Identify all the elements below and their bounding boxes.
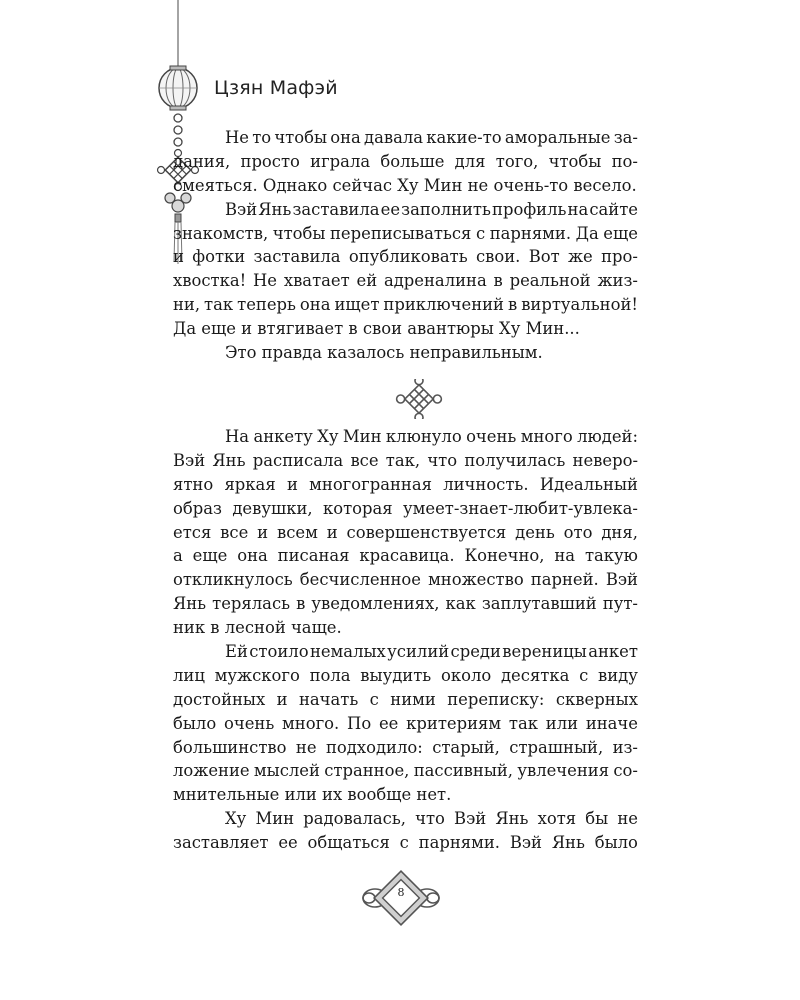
text-line: ятно яркая и многогранная личность. Идеальный xyxy=(173,474,638,494)
text-line: было очень много. По ее критериям так или иначе xyxy=(173,713,638,733)
text-line: а еще она писаная красавица. Конечно, на такую xyxy=(173,546,638,566)
text-line: хвостка! Не хватает ей адреналина в реальной жиз- xyxy=(173,271,638,291)
text-line: большинство не подходило: старый, страшный, из- xyxy=(173,737,638,757)
text-line: заставляет ее общаться с парнями. Вэй Янь было xyxy=(173,833,638,853)
section-divider-knot-icon xyxy=(393,379,445,419)
text-line: смеяться. Однако сейчас Ху Мин не очень-то весело. xyxy=(173,175,637,195)
text-line: образ девушки, которая умеет-знает-любит-увлека- xyxy=(173,498,638,518)
text-line: ется все и всем и совершенствуется день ото дня, xyxy=(173,522,638,542)
text-line: Это правда казалось неправильным. xyxy=(225,343,543,363)
text-line: ложение мыслей странное, пассивный, увлечения со- xyxy=(173,761,638,781)
text-line: знакомств, чтобы переписываться с парнями. Да еще xyxy=(173,223,638,243)
text-line: Ей стоило немалых усилий среди вереницы анкет xyxy=(225,642,638,662)
text-line: Вэй Янь расписала все так, что получилась неверо- xyxy=(173,450,638,470)
text-line: лиц мужского пола выудить около десятка с виду xyxy=(173,665,638,685)
text-line: ни, так теперь она ищет приключений в виртуальной! xyxy=(173,295,638,315)
text-line: Янь терялась в уведомлениях, как заплутавший пут- xyxy=(173,594,638,614)
running-header-author: Цзян Мафэй xyxy=(214,77,338,99)
text-line: и фотки заставила опубликовать свои. Вот же про- xyxy=(173,247,638,267)
text-block-top xyxy=(173,126,638,365)
text-line: мнительные или их вообще нет. xyxy=(173,785,452,805)
text-line: достойных и начать с ними переписку: скверных xyxy=(173,689,638,709)
text-line: Вэй Янь заставила ее заполнить профиль на сайте xyxy=(225,199,638,219)
text-line: Ху Мин радовалась, что Вэй Янь хотя бы не xyxy=(225,809,638,829)
text-line: откликнулось бесчисленное множество парней. Вэй xyxy=(173,570,638,590)
text-block-bottom xyxy=(173,425,638,855)
text-line: На анкету Ху Мин клюнуло очень много людей: xyxy=(225,427,638,446)
page-number: 8 xyxy=(397,886,405,899)
text-line: Да еще и втягивает в свои авантюры Ху Мин... xyxy=(173,319,580,339)
text-line: дания, просто играла больше для того, чтобы по- xyxy=(173,151,638,171)
text-line: Не то чтобы она давала какие-то аморальные за- xyxy=(225,128,638,147)
text-line: ник в лесной чаще. xyxy=(173,618,342,638)
